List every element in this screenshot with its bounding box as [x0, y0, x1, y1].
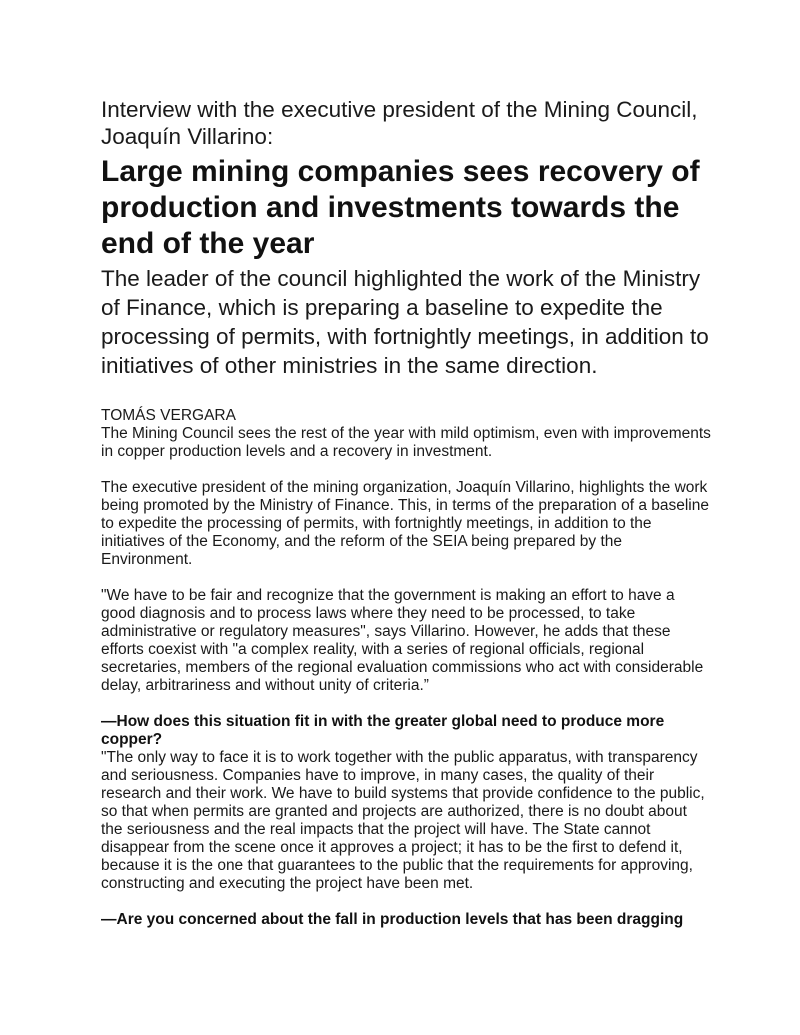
- article: [101, 96, 711, 929]
- article-byline: TOMÁS VERGARA: [101, 407, 236, 424]
- interview-answer: "The only way to face it is to work together with the public apparatus, with transparency and seriousness. Companies have to improve, in many cases, the quality of their research and their work. We have to build systems that provide confidence to the public, so that when permits are granted and projects are authorized, there is no doubt about the seriousness and the real impacts that the project will have. The State cannot disappear from the scene once it approves a project; it has to be the first to defend it, because it is the one that guarantees to the public that the requirements for approving, constructing and executing the project have been met.: [101, 749, 705, 892]
- interview-question: —Are you concerned about the fall in production levels that has been dragging: [101, 911, 684, 928]
- article-subhead: The leader of the council highlighted the work of the Ministry of Finance, which is preparing a baseline to expedite the processing of permits, with fortnightly meetings, in addition to initiatives of other ministries in the same direction.: [101, 266, 709, 378]
- body-paragraph: "We have to be fair and recognize that the government is making an effort to have a good diagnosis and to process laws where they need to be processed, to take administrative or regulatory measures", says Villarino. However, he adds that these efforts coexist with "a complex reality, with a series of regional officials, regional secretaries, members of the regional evaluation commissions who act with considerable delay, arbitrariness and without unity of criteria.”: [101, 587, 704, 694]
- body-paragraph: The executive president of the mining organization, Joaquín Villarino, highlights the work being promoted by the Ministry of Finance. This, in terms of the preparation of a baseline to expedite the processing of permits, with fortnightly meetings, in addition to the initiatives of the Economy, and the reform of the SEIA being prepared by the Environment.: [101, 479, 709, 568]
- interview-question: —How does this situation fit in with the greater global need to produce more copper?: [101, 713, 665, 748]
- article-kicker: Interview with the executive president of the Mining Council, Joaquín Villarino:: [101, 97, 698, 149]
- article-headline: Large mining companies sees recovery of production and investments towards the end of the year: [101, 155, 700, 260]
- body-paragraph: The Mining Council sees the rest of the year with mild optimism, even with improvements in copper production levels and a recovery in investment.: [101, 425, 711, 460]
